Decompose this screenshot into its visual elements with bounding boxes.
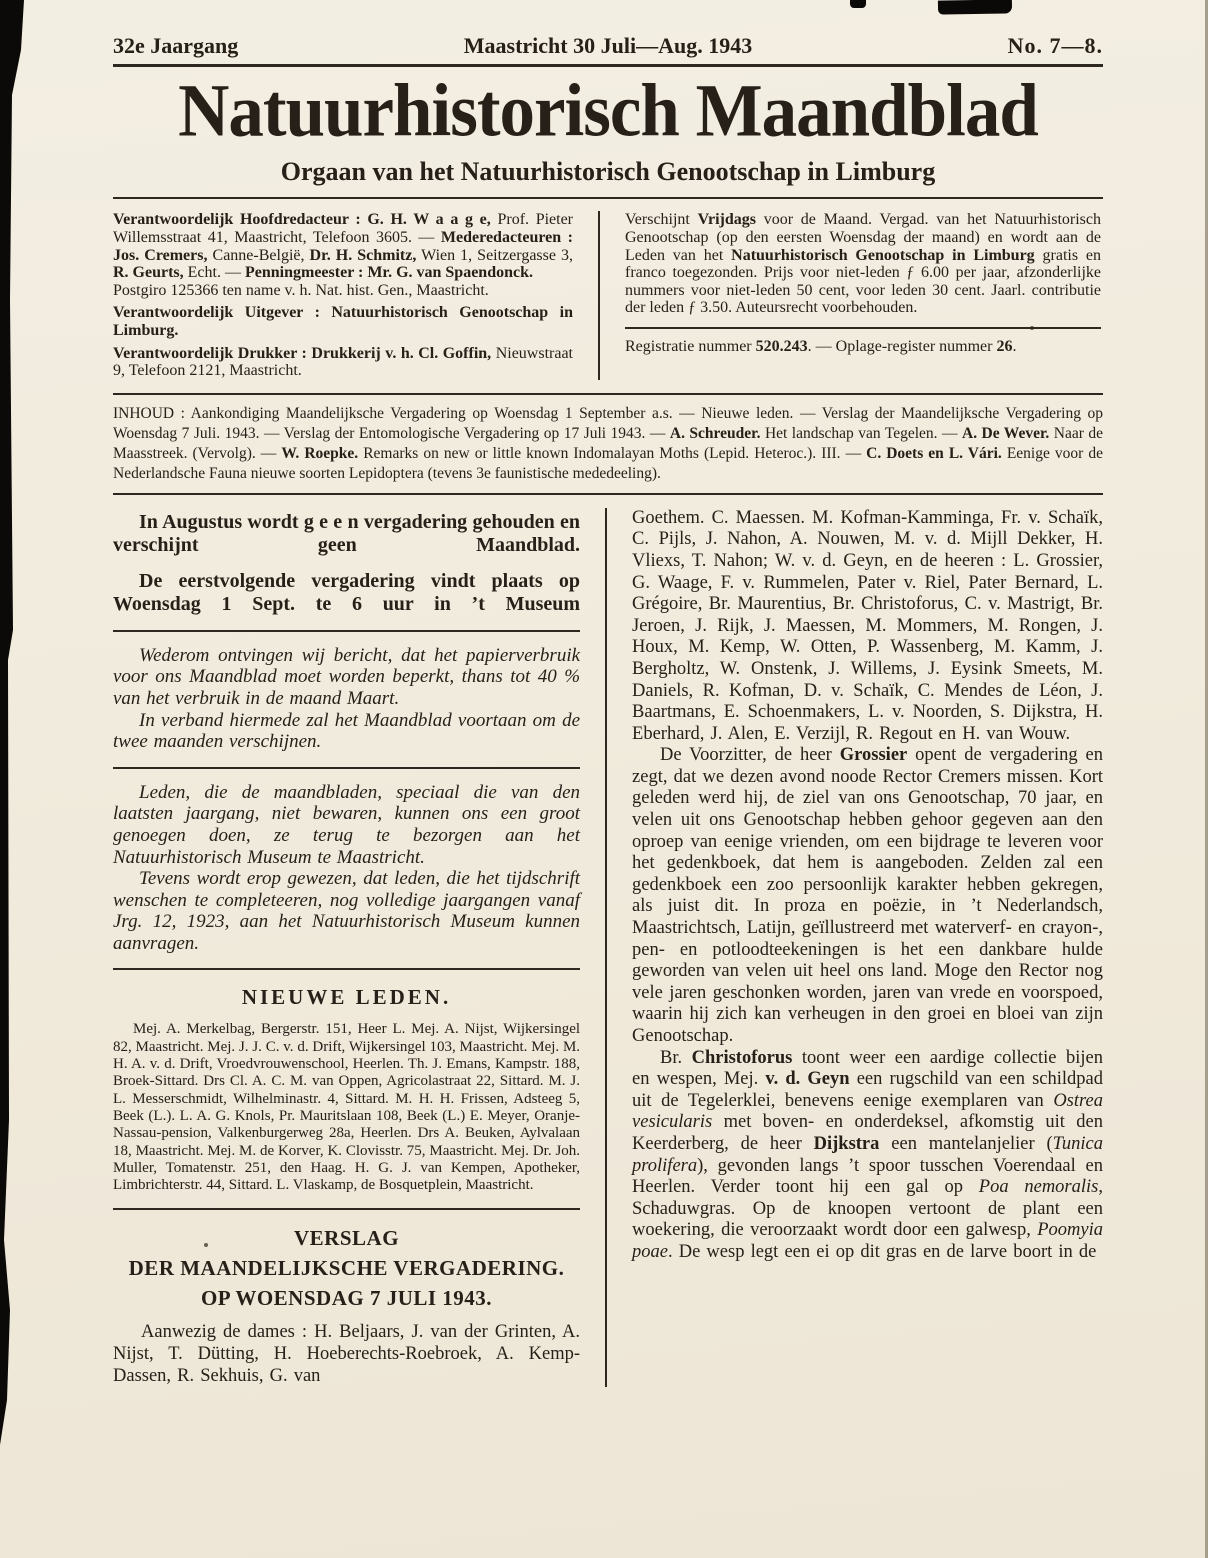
horizontal-rule [113, 968, 580, 970]
horizontal-rule [113, 64, 1103, 67]
horizontal-rule [113, 1208, 580, 1210]
horizontal-rule [113, 393, 1103, 395]
colophon-publication-block [625, 211, 1101, 379]
august-announcement: In Augustus wordt g e e n vergadering gehouden en verschijnt geen Maandblad. [113, 510, 581, 556]
paper-restriction-notice: Wederom ontvingen wij bericht, dat het papierverbruik voor ons Maandblad moet worden beperkt, thans tot 40 % van het verbruik in de maand Maart. [113, 644, 581, 709]
postgiro-line: Postgiro 125366 ten name v. h. Nat. hist. Gen., Maastricht. [113, 281, 489, 299]
colophon [113, 211, 1103, 379]
attendees-paragraph: Aanwezig de dames : H. Beljaars, J. van der Grinten, A. Nijst, T. Dütting, H. Hoeberechts-Roebroek, A. Kemp-Dassen, R. Sekhuis, G. van [113, 1322, 581, 1386]
colophon-editors-block [113, 211, 573, 379]
scan-edge-artifact-left [0, 0, 26, 1445]
horizontal-rule [113, 630, 580, 632]
body-column-divider [605, 508, 607, 1387]
return-issues-notice: Leden, die de maandbladen, speciaal die van den laatsten jaargang, niet bewaren, kunnen ons een groot genoegen doen, ze terug te bezorgen aan het Natuurhistorisch Museum te Maastricht. [113, 781, 581, 868]
horizontal-rule [113, 493, 1103, 495]
attendees-continued-paragraph: Goethem. C. Maessen. M. Kofman-Kamminga, Fr. v. Schaïk, C. Pijls, J. Nahon, A. Nouwen, M. v. d. Mijll Dekker, H. Vliexs, T. Nahon; W. v. d. Geyn, en de heeren : L. Grossier, G. Waage, F. v. Rummelen, Pater v. Riel, Pater Bernard, L. Grégoire, Br. Maurentius, Br. Christoforus, C. v. Mastrigt, Br. Jeroen, J. Rijk, J. Maessen, M. Mommers, M. Rongen, J. Houx, M. Kemp, W. Otten, P. Wassenberg, M. Kamm, J. Bergholtz, W. Onstenk, J. Willems, J. Eysink Smeets, M. Daniels, R. Kofman, D. v. Schaïk, C. Mendes de Léon, J. Baartmans, E. Schoenmakers, L. v. Noorden, S. Dijkstra, H. Eberhard, J. Alen, E. Verzijl, R. Regout en H. van Wouw. [632, 507, 1103, 744]
volume-label: 32e Jaargang [113, 33, 239, 58]
publisher-paragraph: Verantwoordelijk Uitgever : Natuurhistorisch Genootschap in Limburg. [113, 304, 573, 339]
complete-volumes-notice: Tevens wordt erop gewezen, dat leden, die het tijdschrift wenschen te completeeren, nog volledige jaargangen vanaf Jrg. 12, 1923, aan het Natuurhistorisch Museum kunnen aanvragen. [113, 868, 581, 954]
registration-line: Registratie nummer 520.243. — Oplage-register nummer 26. [625, 337, 1017, 355]
report-heading [113, 1223, 580, 1313]
journal-subtitle: Orgaan van het Natuurhistorisch Genootschap in Limburg [280, 157, 936, 187]
new-members-heading: NIEUWE LEDEN. [241, 985, 452, 1010]
horizontal-rule [113, 197, 1103, 199]
horizontal-rule [625, 327, 1101, 329]
new-members-list: Mej. A. Merkelbag, Bergerstr. 151, Heer L. Mej. A. Nijst, Wijkersingel 82, Maastricht. Mej. J. J. C. v. d. Drift, Wijkersingel 103, Maastricht. Mej. M. H. A. v. d. Drift, Vroedvrouwenschool, Heerlen. Th. J. Emans, Kampstr. 188, Broek-Sittard. Drs Cl. A. C. M. van Oppen, Agricolastraat 22, Sittard. M. J. L. Messerschmidt, Wilhelminastr. 4, Sittard. M. H. H. Frissen, Adsteeg 5, Beek (L.). L. A. G. Knols, Pr. Mauritslaan 108, Beek (L.) E. Meyer, Oranje-Nassau-pension, Valkenburgerweg 28a, Heerlen. Drs A. Beuken, Aylvalaan 18, Maastricht. Mej. M. de Korver, K. Clovisstr. 75, Maastricht. Mej. Dr. Joh. Muller, Tomatenstr. 251, den Haag. H. G. J. van Kempen, Apotheker, Limbrichterstr. 44, Sittard. L. Vlaskamp, de Bosquetplein, Maastricht. [113, 1021, 581, 1194]
table-of-contents [113, 404, 1103, 484]
right-column [632, 508, 1103, 1387]
colophon-column-divider [598, 211, 600, 379]
issue-number: No. 7—8. [1007, 33, 1103, 58]
article-columns [113, 508, 1103, 1387]
report-heading-line2: DER MAANDELIJKSCHE VERGADERING. [128, 1256, 565, 1281]
masthead [113, 33, 1103, 199]
masthead-row [113, 33, 1103, 59]
left-column [113, 508, 580, 1387]
report-heading-line1: VERSLAG [294, 1226, 400, 1251]
chairman-opening-paragraph: De Voorzitter, de heer Grossier opent de vergadering en zegt, dat we dezen avond noode Rector Cremers missen. Kort geleden werd hij, de ziel van ons Genootschap, 70 jaar, en velen uit ons Genootschap hebben gehoor gegeven aan den oproep van eenige vrienden, om een bijdrage te leveren voor het gedenkboek, dat hem is aangeboden. Zelden zal een gedenkboek een zoo persoonlijk karakter hebben gekregen, als juist dit. In proza en poëzie, in ’t Nederlandsch, Maastrichtsch, Latijn, geïllustreerd met waterverf- en crayon-, pen- en potloodteekeningen is het een dankbare hulde geworden van velen uit heel ons land. Moge den Rector nog vele jaren geschonken worden, jaren van vrede en voorspoed, waarin hij zich kan verheugen in den groei en bloei van zijn Genootschap. [632, 745, 1103, 1046]
journal-title: Natuurhistorisch Maandblad [178, 69, 1038, 153]
bimonthly-notice: In verband hiermede zal het Maandblad voortaan om de twee maanden verschijnen. [113, 709, 581, 753]
subscription-paragraph: Verschijnt Vrijdags voor de Maand. Vergad. van het Natuurhistorisch Genootschap (op den eersten Woensdag der maand) en wordt aan de Leden van het Natuurhistorisch Genootschap in Limburg gratis en franco toegezonden. Prijs voor niet-leden ƒ 6.00 per jaar, afzonderlijke nummers voor niet-leden 50 cent, voor leden 30 cent. Jaarl. contributie der leden ƒ 3.50. Auteursrecht voorbehouden. [625, 211, 1102, 317]
inhoud-paragraph: INHOUD : Aankondiging Maandelijksche Vergadering op Woensdag 1 September a.s. — Nieuwe leden. — Verslag der Maandelijksche Vergadering op Woensdag 7 Juli. 1943. — Verslag der Entomologische Vergadering op 17 Juli 1943. — A. Schreuder. Het landschap van Tegelen. — A. De Wever. Naar de Maasstreek. (Vervolg). — W. Roepke. Remarks on new or little known Indomalayan Moths (Lepid. Heteroc.). III. — C. Doets en L. Vári. Eenige voor de Nederlandsche Fauna nieuwe soorten Lepidoptera (tevens 3e faunistische mededeeling). [113, 404, 1103, 482]
editors-paragraph: Verantwoordelijk Hoofdredacteur : G. H. W a a g e, Prof. Pieter Willemsstraat 41, Maastricht, Telefoon 3605. — Mederedacteuren : Jos. Cremers, Canne-België, Dr. H. Schmitz, Wien 1, Seitzergasse 3, R. Geurts, Echt. — Penningmeester : Mr. G. van Spaendonck. [113, 211, 574, 282]
horizontal-rule [113, 767, 580, 769]
printer-paragraph: Verantwoordelijk Drukker : Drukkerij v. h. Cl. Goffin, Nieuwstraat 9, Telefoon 2121, Maastricht. [113, 344, 573, 380]
report-heading-line3: OP WOENSDAG 7 JULI 1943. [200, 1286, 493, 1311]
issue-date: Maastricht 30 Juli—Aug. 1943 [463, 33, 753, 58]
page-content [113, 0, 1103, 1387]
christoforus-exhibits-paragraph: Br. Christoforus toont weer een aardige collectie bijen en wespen, Mej. v. d. Geyn een rugschild van een schildpad uit de Tegelerklei, benevens eenige exemplaren van Ostrea vesicularis met boven- en onderdeksel, afkomstig uit den Keerderberg, de heer Dijkstra een mantelanjelier (Tunica prolifera), gevonden langs ’t spoor tusschen Voerendaal en Heerlen. Verder toont hij een gal op Poa nemoralis, Schaduwgras. Op de knoopen vertoont de plant een woekering, die veroorzaakt wordt door een galwesp, Poomyia poae. De wesp legt een ei op dit gras en de larve boort in de [632, 1047, 1103, 1262]
next-meeting-announcement: De eerstvolgende vergadering vindt plaats op Woensdag 1 Sept. te 6 uur in ’t Museum [113, 569, 581, 615]
